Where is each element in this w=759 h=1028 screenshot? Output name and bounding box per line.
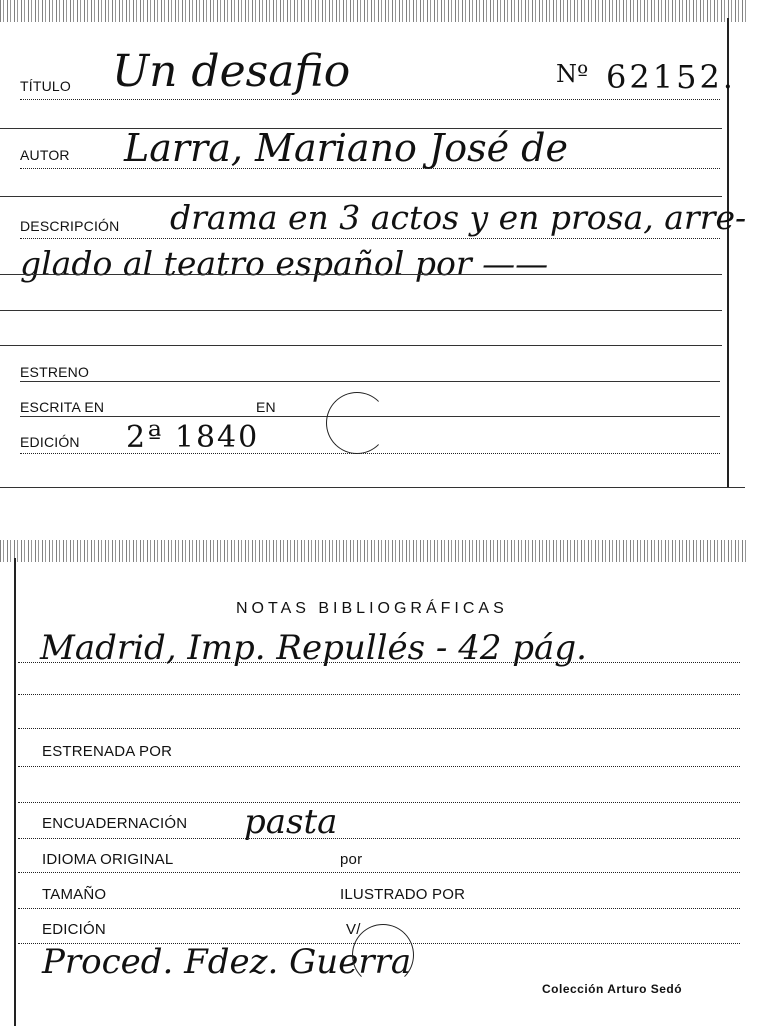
encuadernacion-line	[18, 838, 740, 839]
divider	[0, 196, 722, 197]
idioma-original-label: IDIOMA ORIGINAL	[42, 851, 174, 868]
descripcion-line-1	[20, 238, 720, 239]
estreno-label: ESTRENO	[20, 364, 90, 380]
collection-label: Colección Arturo Sedó	[542, 982, 683, 996]
notas-line-2	[18, 694, 740, 695]
numero-value: 62152.	[606, 58, 736, 96]
ilustrado-por-label: ILUSTRADO POR	[340, 886, 466, 903]
divider	[0, 345, 722, 346]
descripcion-label: DESCRIPCIÓN	[20, 218, 120, 234]
stamp-circle	[326, 392, 388, 454]
autor-label: AUTOR	[20, 147, 70, 163]
estrenada-por-label: ESTRENADA POR	[42, 743, 173, 760]
card-top-edge	[0, 540, 749, 562]
procedencia-value: Proced. Fdez. Guerra	[42, 942, 412, 982]
notas-line-1	[18, 662, 740, 663]
titulo-line	[20, 99, 720, 100]
stamp-circle	[352, 924, 414, 986]
descripcion-line-3	[0, 310, 722, 311]
divider	[18, 802, 740, 803]
tamano-line	[18, 908, 740, 909]
card-left-edge	[14, 558, 16, 1026]
notas-line-3	[18, 728, 740, 729]
autor-value: Larra, Mariano José de	[124, 126, 568, 170]
idioma-line	[18, 872, 740, 873]
escrita-en-label: ESCRITA EN	[20, 399, 105, 415]
descripcion-line2: glado al teatro español por ——	[20, 244, 549, 283]
descripcion-line-2	[0, 274, 722, 275]
card-top-edge	[0, 0, 749, 22]
titulo-label: TÍTULO	[20, 78, 71, 94]
titulo-value: Un desafio	[112, 46, 351, 97]
numero-label: Nº	[556, 60, 589, 88]
tamano-label: TAMAÑO	[42, 886, 107, 903]
estrenada-por-line	[18, 766, 740, 767]
catalog-card-front	[0, 0, 759, 493]
notas-value: Madrid, Imp. Repullés - 42 pág.	[40, 628, 587, 668]
catalog-card-back	[0, 540, 759, 1028]
por-label: por	[340, 851, 363, 868]
edicion-value: 2ª 1840	[126, 420, 260, 455]
v-label: V/	[346, 921, 361, 938]
edicion-label: EDICIÓN	[20, 434, 80, 450]
descripcion-line1: drama en 3 actos y en prosa, arre-	[170, 198, 747, 237]
edicion-line	[20, 453, 720, 454]
encuadernacion-value: pasta	[244, 802, 338, 842]
notas-title: NOTAS BIBLIOGRÁFICAS	[236, 600, 508, 617]
card-bottom-edge	[0, 487, 745, 488]
en-label: EN	[256, 399, 276, 415]
edicion-label: EDICIÓN	[42, 921, 106, 938]
autor-line	[20, 168, 720, 169]
encuadernacion-label: ENCUADERNACIÓN	[42, 815, 188, 832]
estreno-line	[20, 381, 720, 382]
